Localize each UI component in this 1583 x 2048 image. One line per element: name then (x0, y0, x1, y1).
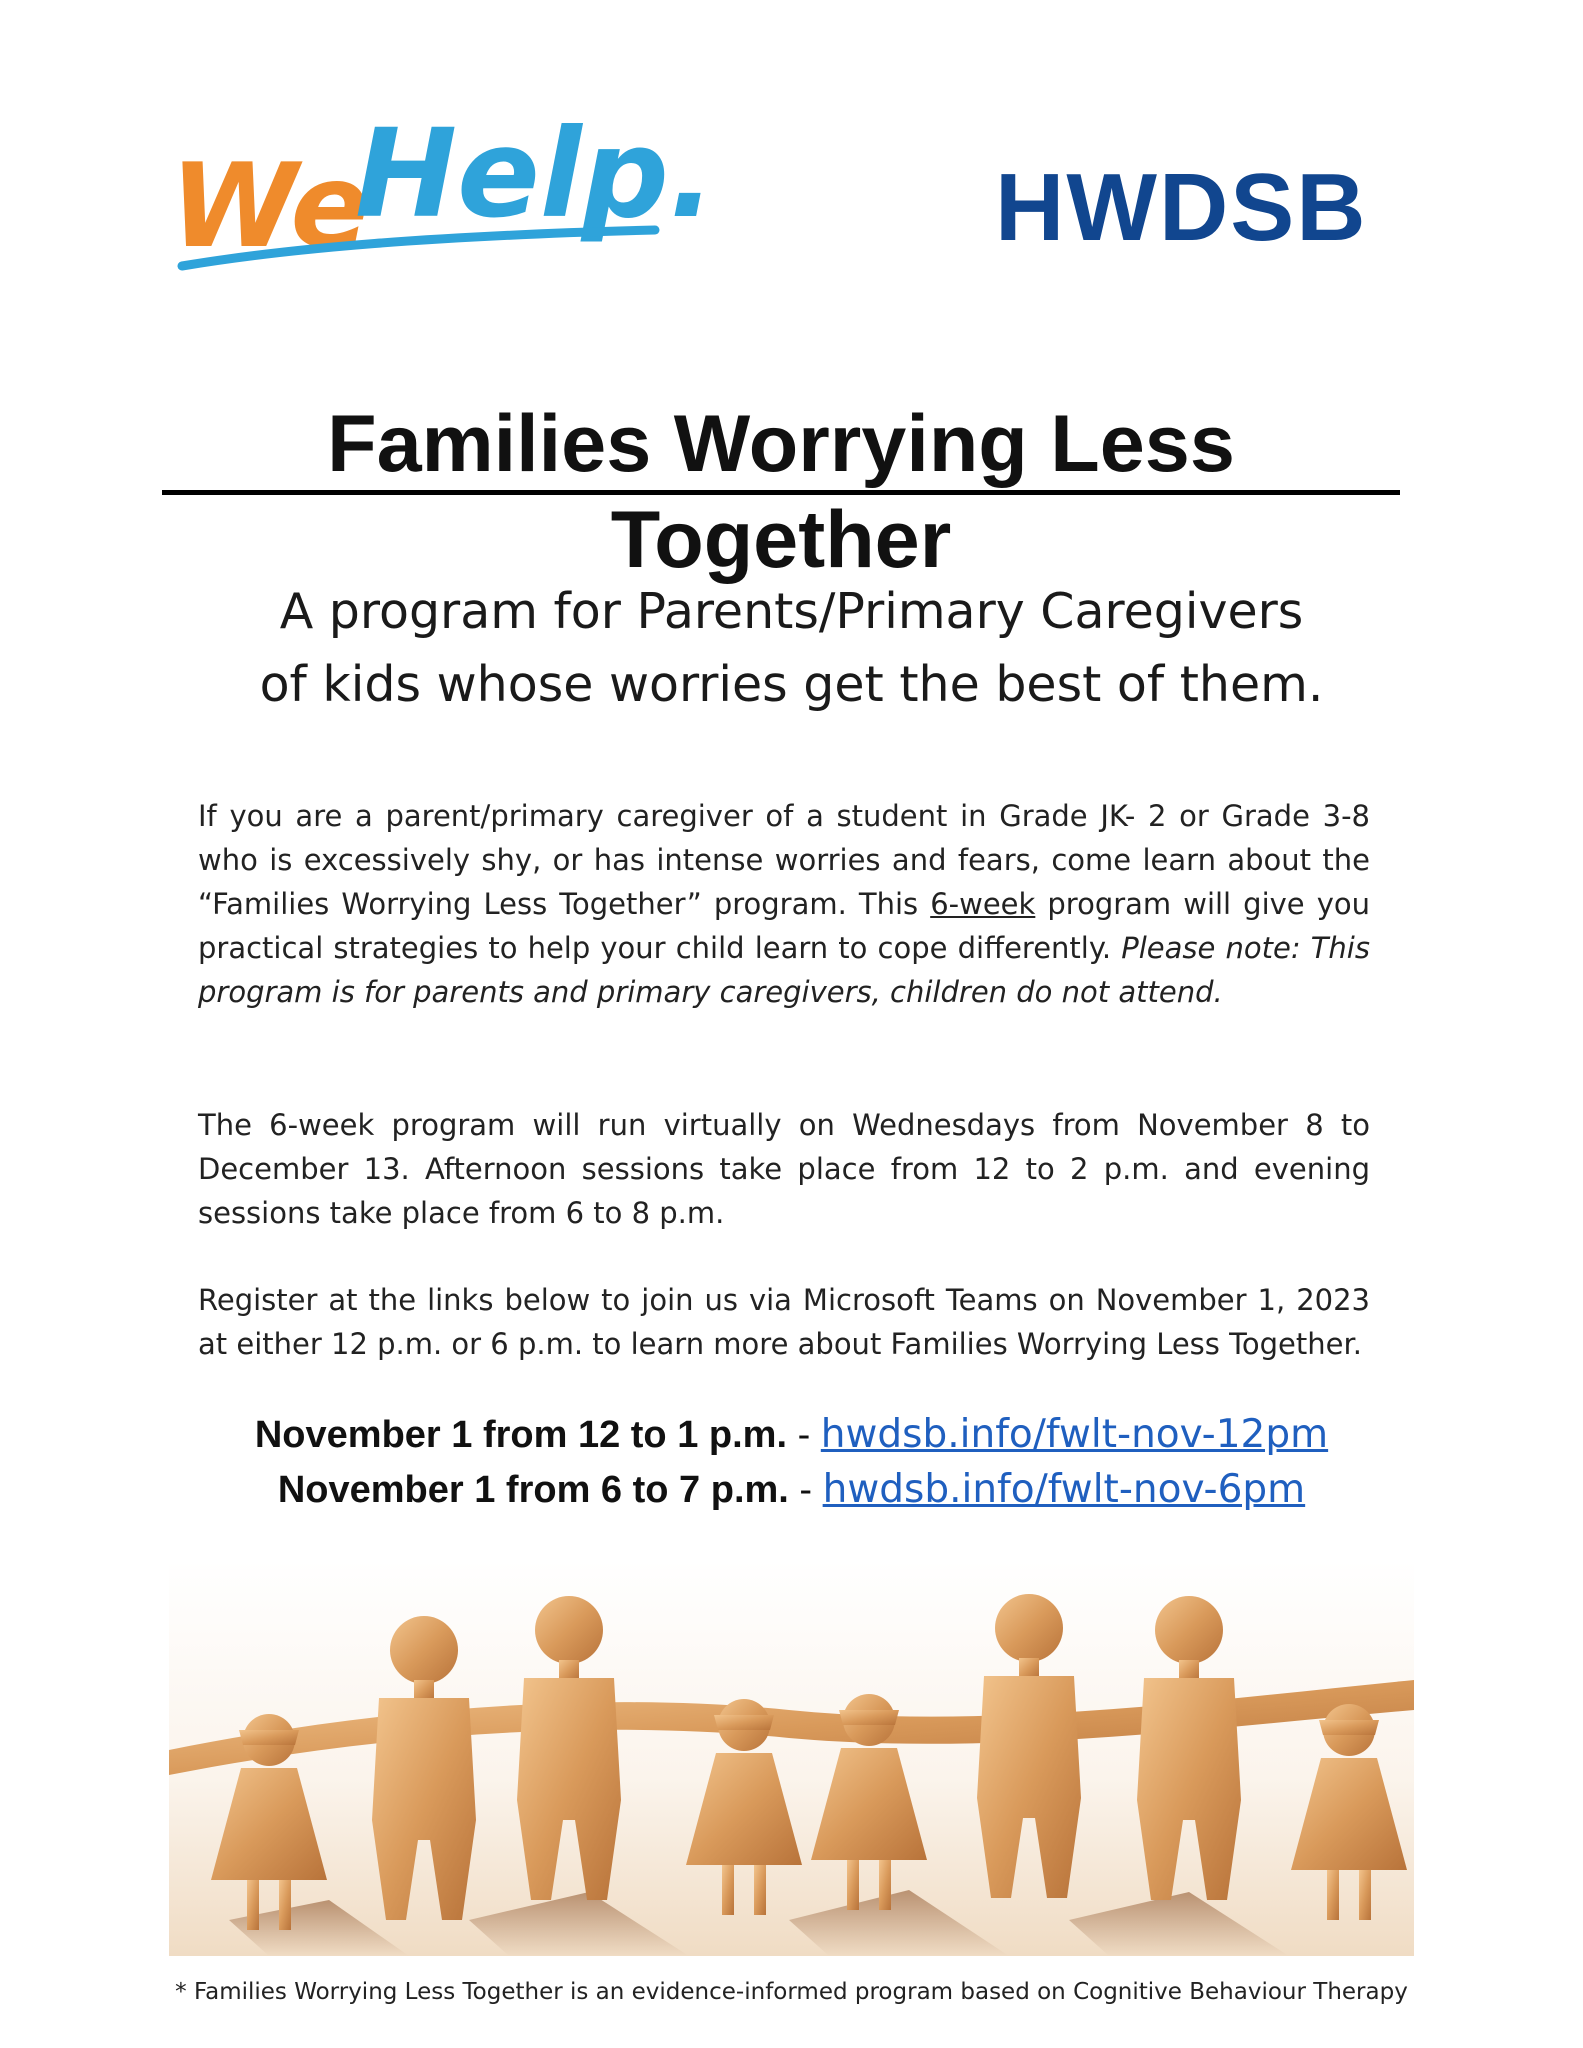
register-link-evening[interactable]: hwdsb.info/fwlt-nov-6pm (822, 1467, 1306, 1512)
session-line-noon (100, 1410, 1483, 1460)
intro-paragraph (198, 794, 1370, 1014)
session-separator: - (787, 1414, 821, 1456)
we-help-logo-we: We (170, 139, 370, 274)
page-title: Families Worrying Less Together (327, 399, 1235, 585)
session-line-evening (100, 1465, 1483, 1515)
attendance-note: Please note: This program is for parents and primary caregivers, children do not attend. (198, 931, 1370, 1009)
six-week-emphasis: 6-week (930, 887, 1036, 921)
paper-family-image (169, 1560, 1414, 1956)
intro-text: If you are a parent/primary caregiver of a student in Grade JK- 2 or Grade 3-8 who is excessively shy, or has intense worries and fears, come learn about the “Families Worrying Less Together” program. This (198, 799, 1370, 921)
we-help-logo-help: Help. (355, 103, 716, 245)
subtitle-line-1: A program for Parents/Primary Caregivers (279, 583, 1304, 640)
we-help-logo (170, 78, 716, 288)
session-label-evening: November 1 from 6 to 7 p.m. (277, 1469, 789, 1511)
session-label-noon: November 1 from 12 to 1 p.m. (254, 1414, 788, 1456)
footnote: * Families Worrying Less Together is an evidence-informed program based on Cognitive Behaviour Therapy (175, 1979, 1408, 2005)
title-underline (162, 490, 1400, 495)
register-link-noon[interactable]: hwdsb.info/fwlt-nov-12pm (820, 1412, 1329, 1457)
hwdsb-logo: HWDSB (995, 154, 1368, 261)
session-separator: - (788, 1469, 823, 1511)
subtitle-line-2: of kids whose worries get the best of them. (259, 656, 1324, 713)
intro-text-cont: program will give you practical strategies to help your child learn to cope differently. (198, 887, 1370, 965)
registration-paragraph: Register at the links below to join us via Microsoft Teams on November 1, 2023 at either 12 p.m. or 6 p.m. to learn more about Families Worrying Less Together. (198, 1283, 1370, 1361)
schedule-paragraph: The 6-week program will run virtually on Wednesdays from November 8 to December 13. Afternoon sessions take place from 12 to 2 p.m. and evening sessions take place from 6 to 8 p.m. (198, 1108, 1370, 1230)
